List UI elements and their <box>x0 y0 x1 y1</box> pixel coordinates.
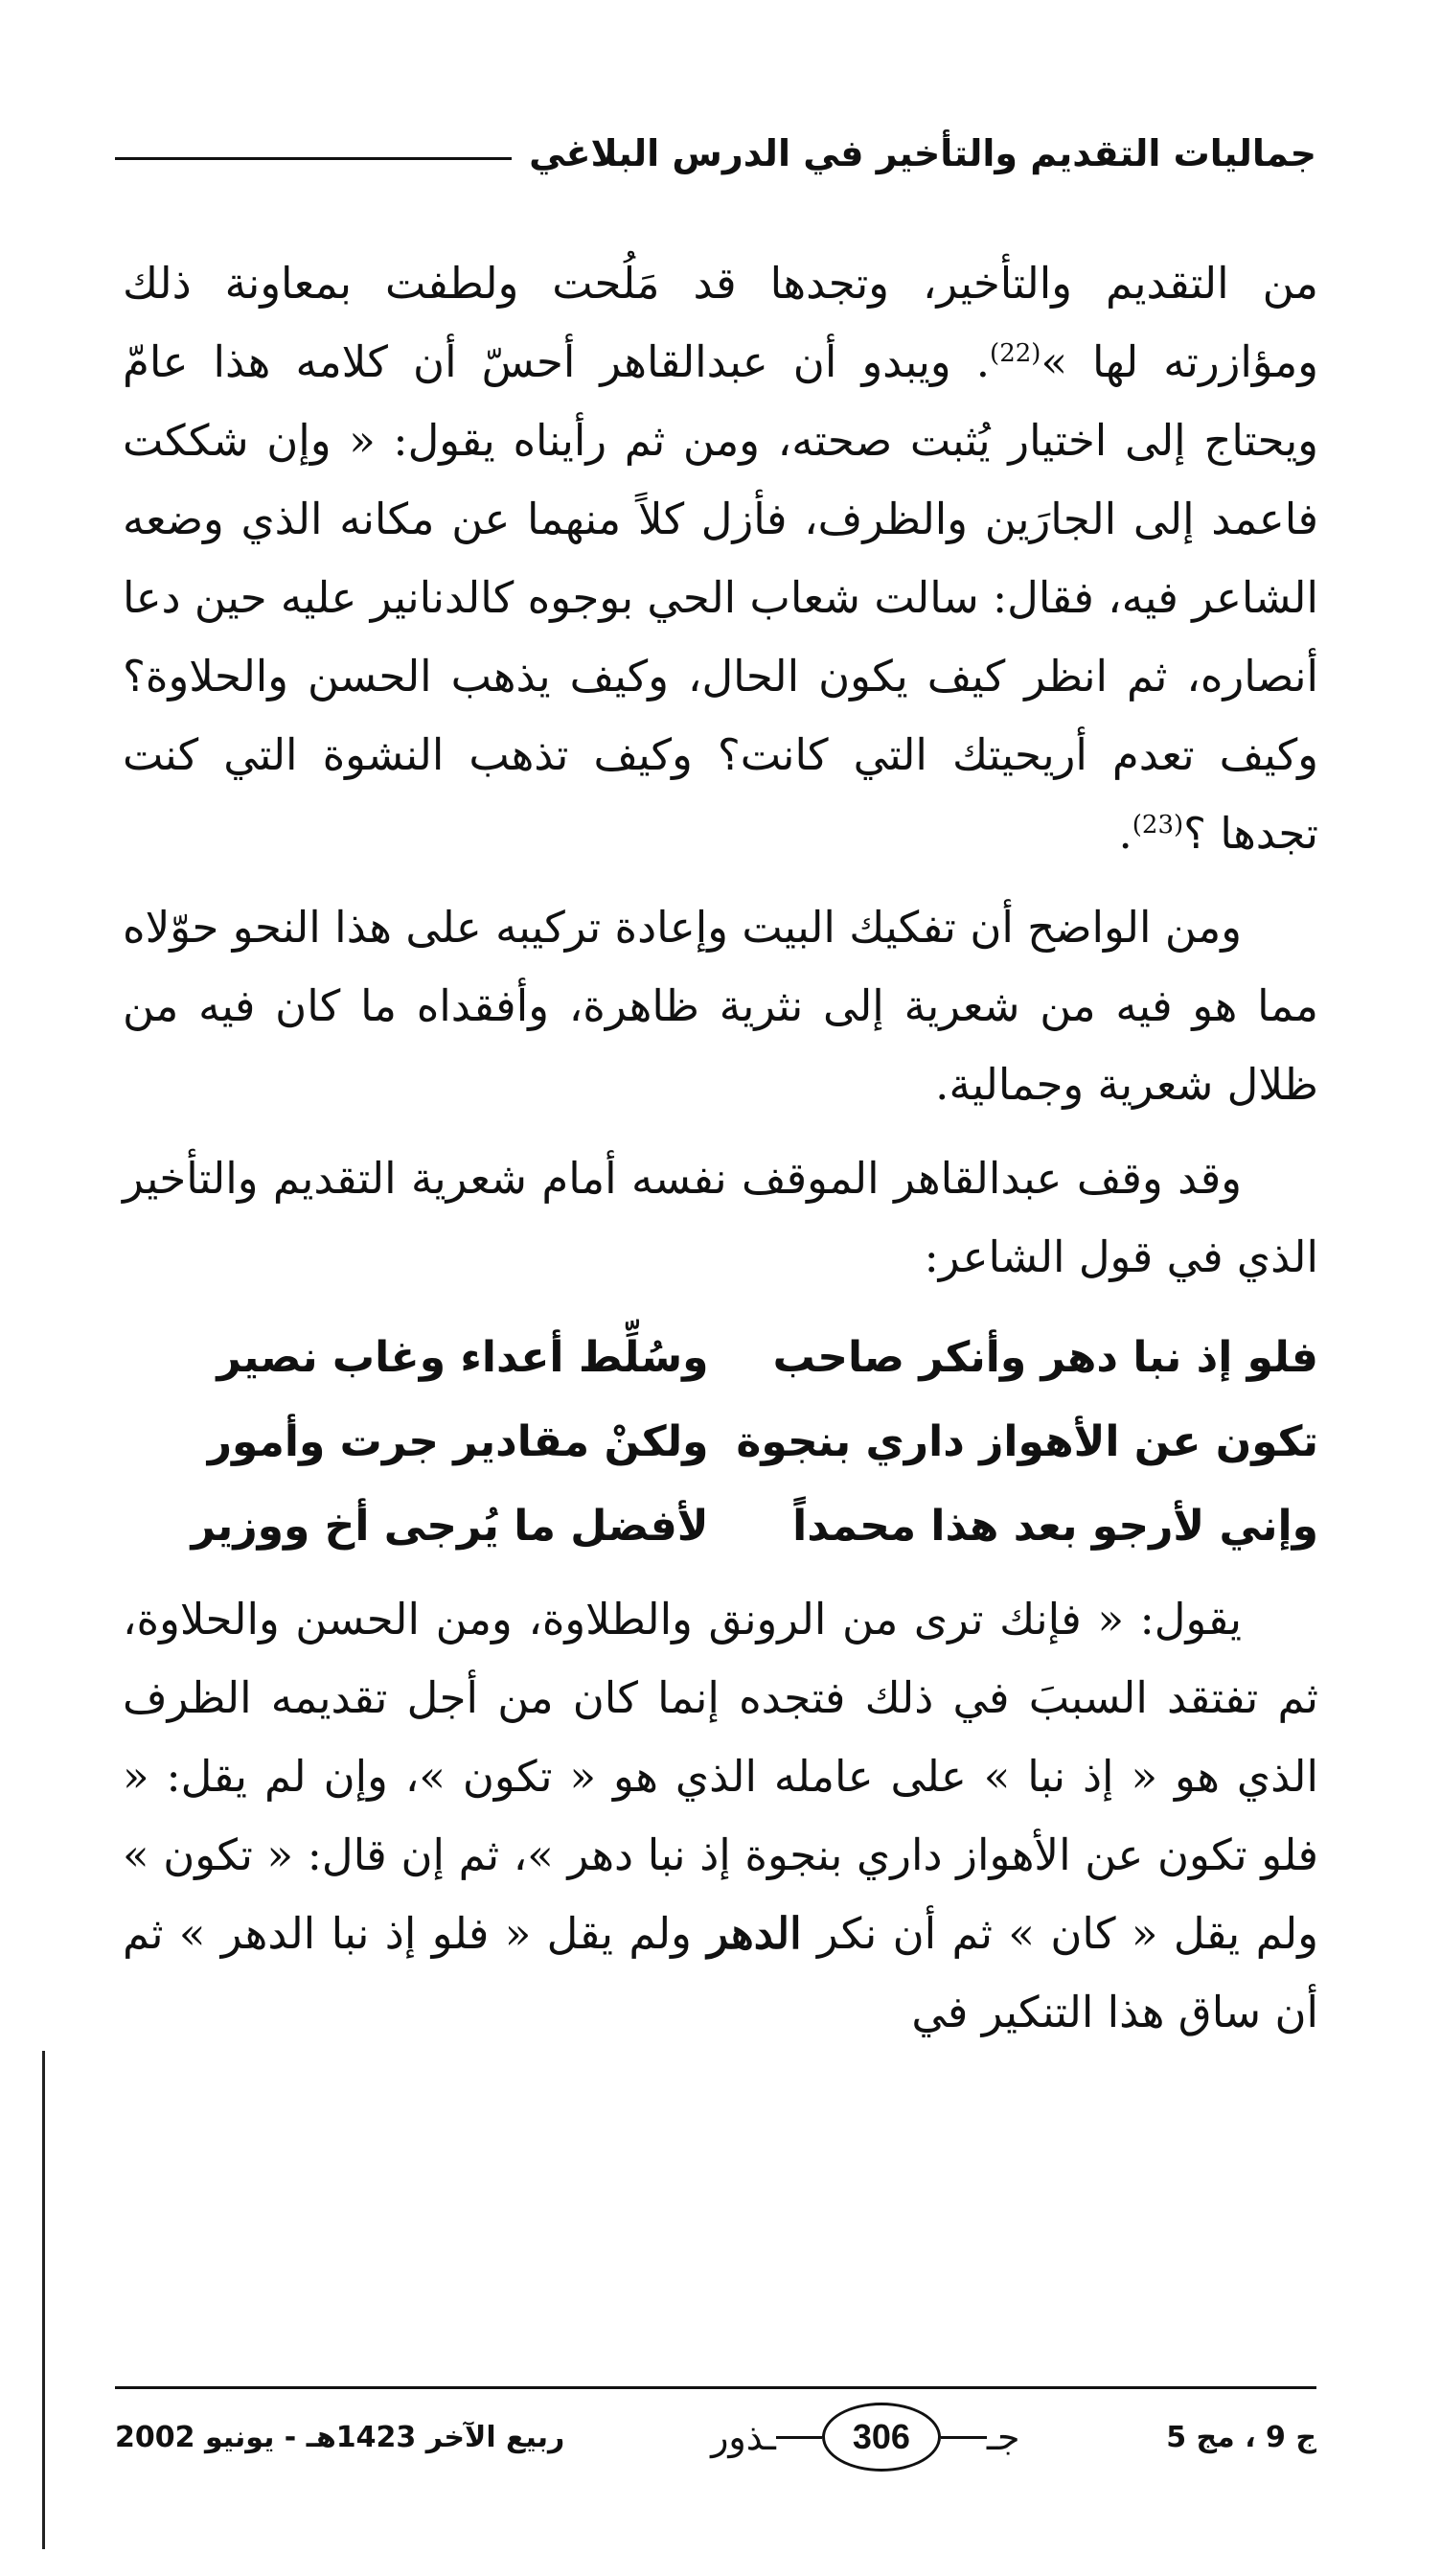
verse-2-first-hemistich: تكون عن الأهواز داري بنجوة <box>736 1417 1318 1466</box>
footnote-ref-22: (22) <box>990 339 1041 368</box>
page-footer <box>115 2404 1316 2471</box>
page-number: 306 <box>822 2403 941 2472</box>
journal-dash-left <box>776 2436 822 2439</box>
verse-3-first-hemistich: وإني لأرجو بعد هذا محمداً <box>792 1502 1318 1551</box>
poem-verse-3 <box>123 1484 1318 1569</box>
scan-margin-line <box>42 2051 45 2549</box>
paragraph-4-part-a: يقول: « فإنك ترى من الرونق والطلاوة، ومن الحسن والحلاوة، ثم تفتقد السببَ في ذلك فتجده إنما كان من أجل تقديمه الظرف الذي هو « إذ نبا » على عامله الذي هو « تكون »، وإن لم يقل: « فلو تكون عن الأهواز داري بنجوة إذ نبا دهر »، ثم إن قال: « تكون » ولم يقل « كان » ثم أن نكر <box>123 1594 1318 1959</box>
journal-name-end: ـذور <box>711 2416 776 2458</box>
verse-1-first-hemistich: فلو إذ نبا دهر وأنكر صاحب <box>772 1333 1318 1382</box>
poem-verse-1 <box>123 1316 1318 1400</box>
paragraph-2: ومن الواضح أن تفكيك البيت وإعادة تركيبه على هذا النحو حوّلاه مما هو فيه من شعرية إلى نثرية ظاهرة، وأفقداه ما كان فيه من ظلال شعرية وجمالية. <box>123 902 1318 1110</box>
paragraph-1 <box>123 244 1318 873</box>
footer-date: ربيع الآخر 1423هـ - يونيو 2002 <box>115 2420 565 2454</box>
journal-dash-right <box>941 2436 987 2439</box>
paragraph-3: وقد وقف عبدالقاهر الموقف نفسه أمام شعرية التقديم والتأخير الذي في قول الشاعر: <box>123 1153 1318 1282</box>
running-header <box>115 132 1316 174</box>
poem-verses <box>123 1316 1318 1569</box>
paragraph-4-bold-word: الدهر <box>707 1908 802 1959</box>
footer-rule <box>115 2386 1316 2389</box>
footnote-ref-23: (23) <box>1132 811 1184 840</box>
paragraph-4-part-b: ولم يقل « فلو إذ نبا الدهر » ثم أن ساق هذا التنكير في <box>123 1908 1318 2037</box>
verse-3-second-hemistich: لأفضل ما يُرجى أخ ووزير <box>191 1502 709 1551</box>
running-title: جماليات التقديم والتأخير في الدرس البلاغي <box>529 132 1316 174</box>
paragraph-1-end: . <box>1118 808 1132 859</box>
journal-name-start: جـ <box>986 2416 1020 2458</box>
body-text <box>123 244 1318 2067</box>
poem-verse-2 <box>123 1400 1318 1484</box>
paragraph-4 <box>123 1580 1318 2052</box>
footer-volume: ج 9 ، مج 5 <box>1166 2420 1316 2454</box>
paragraph-1-part-b: . ويبدو أن عبدالقاهر أحسّ أن كلامه هذا عامّ ويحتاج إلى اختيار يُثبت صحته، ومن ثم رأيناه يقول: « وإن شككت فاعمد إلى الجارَين والظرف، فأزل كلاً منهما عن مكانه الذي وضعه الشاعر فيه، فقال: سالت شعاب الحي بوجوه كالدنانير عليه حين دعا أنصاره، ثم انظر كيف يكون الحال، وكيف يذهب الحسن والحلاوة؟ وكيف تعدم أريحيتك التي كانت؟ وكيف تذهب النشوة التي كنت تجدها ؟ <box>123 336 1318 859</box>
verse-1-second-hemistich: وسُلِّط أعداء وغاب نصير <box>217 1333 709 1382</box>
paragraph-1-part-a: من التقديم والتأخير، وتجدها قد مَلُحت ولطفت بمعاونة ذلك ومؤازرته لها » <box>123 258 1318 387</box>
verse-2-second-hemistich: ولكنْ مقادير جرت وأمور <box>207 1417 709 1466</box>
header-rule <box>115 157 512 160</box>
journal-name-with-page-number <box>711 2403 1019 2472</box>
